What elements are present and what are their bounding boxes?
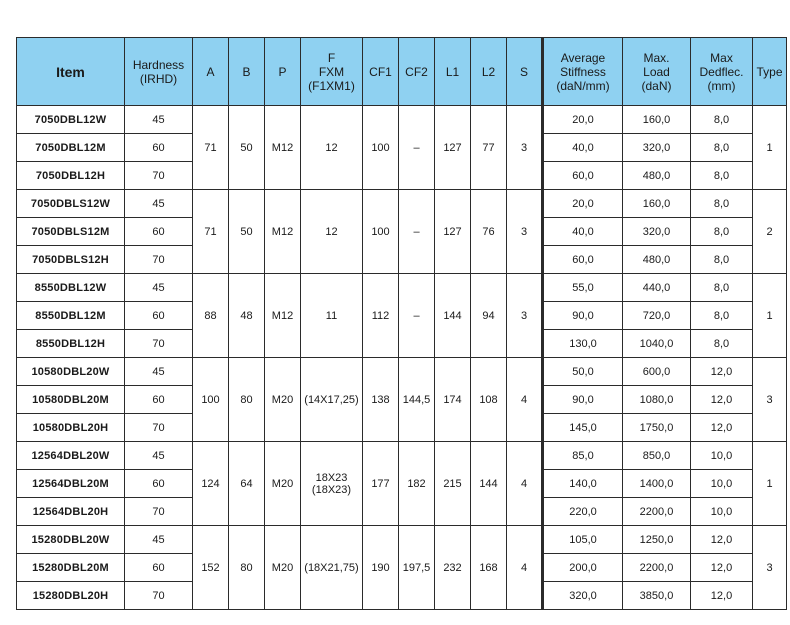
column-header-item: Item — [17, 38, 125, 106]
table-row — [17, 358, 787, 386]
l2-cell: 168 — [471, 526, 507, 610]
stiffness-cell: 60,0 — [543, 246, 623, 274]
item-cell: 8550DBL12H — [17, 330, 125, 358]
table-body — [17, 106, 787, 610]
hardness-cell: 45 — [125, 274, 193, 302]
max-load-cell: 720,0 — [623, 302, 691, 330]
item-cell: 12564DBL20H — [17, 498, 125, 526]
max-load-cell: 1080,0 — [623, 386, 691, 414]
s-cell: 3 — [507, 106, 543, 190]
max-load-cell: 1750,0 — [623, 414, 691, 442]
header-line: Stiffness — [560, 64, 606, 79]
max-deflection-cell: 8,0 — [691, 218, 753, 246]
type-cell: 1 — [753, 274, 787, 358]
a-cell: 100 — [193, 358, 229, 442]
stiffness-cell: 85,0 — [543, 442, 623, 470]
hardness-cell: 60 — [125, 470, 193, 498]
max-load-cell: 160,0 — [623, 106, 691, 134]
a-cell: 88 — [193, 274, 229, 358]
item-cell: 10580DBL20H — [17, 414, 125, 442]
specification-table — [16, 37, 787, 610]
hardness-cell: 45 — [125, 190, 193, 218]
cf1-cell: 112 — [363, 274, 399, 358]
header-line: (daN) — [641, 78, 672, 93]
b-cell: 48 — [229, 274, 265, 358]
table-row — [17, 190, 787, 218]
column-header-stiffness — [543, 38, 623, 106]
stiffness-cell: 50,0 — [543, 358, 623, 386]
b-cell: 50 — [229, 106, 265, 190]
b-cell: 80 — [229, 358, 265, 442]
item-cell: 12564DBL20M — [17, 470, 125, 498]
column-header-cf2: CF2 — [399, 38, 435, 106]
header-line: Average — [560, 50, 606, 65]
header-line: FXM — [318, 64, 345, 79]
f-cell: 12 — [301, 106, 363, 190]
a-cell: 152 — [193, 526, 229, 610]
max-deflection-cell: 8,0 — [691, 134, 753, 162]
max-load-cell: 320,0 — [623, 218, 691, 246]
hardness-cell: 60 — [125, 302, 193, 330]
item-cell: 15280DBL20M — [17, 554, 125, 582]
cf2-cell: 197,5 — [399, 526, 435, 610]
cf1-cell: 177 — [363, 442, 399, 526]
cf1-cell: 100 — [363, 190, 399, 274]
header-line: Max — [710, 50, 733, 65]
max-deflection-cell: 12,0 — [691, 358, 753, 386]
stiffness-cell: 130,0 — [543, 330, 623, 358]
l1-cell: 215 — [435, 442, 471, 526]
hardness-cell: 70 — [125, 330, 193, 358]
hardness-cell: 70 — [125, 162, 193, 190]
item-cell: 15280DBL20H — [17, 582, 125, 610]
stiffness-cell: 220,0 — [543, 498, 623, 526]
s-cell: 3 — [507, 190, 543, 274]
max-deflection-cell: 8,0 — [691, 246, 753, 274]
type-cell: 3 — [753, 526, 787, 610]
type-cell: 3 — [753, 358, 787, 442]
l1-cell: 232 — [435, 526, 471, 610]
item-cell: 7050DBL12H — [17, 162, 125, 190]
stiffness-cell: 200,0 — [543, 554, 623, 582]
l1-cell: 127 — [435, 190, 471, 274]
f-cell: 12 — [301, 190, 363, 274]
cf2-cell: – — [399, 106, 435, 190]
hardness-cell: 70 — [125, 582, 193, 610]
type-cell: 1 — [753, 442, 787, 526]
l1-cell: 174 — [435, 358, 471, 442]
p-cell: M20 — [265, 526, 301, 610]
type-cell: 2 — [753, 190, 787, 274]
max-deflection-cell: 12,0 — [691, 386, 753, 414]
column-header-a: A — [193, 38, 229, 106]
max-load-cell: 2200,0 — [623, 498, 691, 526]
column-header-l1: L1 — [435, 38, 471, 106]
hardness-cell: 70 — [125, 414, 193, 442]
column-header-s: S — [507, 38, 543, 106]
header-line: Load — [643, 64, 670, 79]
max-deflection-cell: 10,0 — [691, 442, 753, 470]
max-load-cell: 1040,0 — [623, 330, 691, 358]
item-cell: 10580DBL20M — [17, 386, 125, 414]
column-header-b: B — [229, 38, 265, 106]
column-header-type: Type — [753, 38, 787, 106]
max-load-cell: 320,0 — [623, 134, 691, 162]
l2-cell: 108 — [471, 358, 507, 442]
s-cell: 4 — [507, 358, 543, 442]
b-cell: 50 — [229, 190, 265, 274]
max-load-cell: 3850,0 — [623, 582, 691, 610]
cf1-cell: 138 — [363, 358, 399, 442]
hardness-cell: 45 — [125, 358, 193, 386]
l2-cell: 76 — [471, 190, 507, 274]
f-cell: (18X21,75) — [301, 526, 363, 610]
stiffness-cell: 320,0 — [543, 582, 623, 610]
l2-cell: 94 — [471, 274, 507, 358]
l2-cell: 144 — [471, 442, 507, 526]
stiffness-cell: 55,0 — [543, 274, 623, 302]
p-cell: M12 — [265, 274, 301, 358]
header-line: Hardness — [132, 57, 185, 72]
column-header-cf1: CF1 — [363, 38, 399, 106]
cf2-cell: 144,5 — [399, 358, 435, 442]
cf1-cell: 100 — [363, 106, 399, 190]
max-load-cell: 850,0 — [623, 442, 691, 470]
stiffness-cell: 90,0 — [543, 386, 623, 414]
header-line: (mm) — [707, 78, 736, 93]
p-cell: M12 — [265, 106, 301, 190]
hardness-cell: 60 — [125, 134, 193, 162]
max-load-cell: 600,0 — [623, 358, 691, 386]
cf2-cell: – — [399, 190, 435, 274]
a-cell: 71 — [193, 106, 229, 190]
hardness-cell: 45 — [125, 526, 193, 554]
max-deflection-cell: 8,0 — [691, 106, 753, 134]
item-cell: 7050DBLS12M — [17, 218, 125, 246]
table-row — [17, 274, 787, 302]
stiffness-cell: 60,0 — [543, 162, 623, 190]
stiffness-cell: 90,0 — [543, 302, 623, 330]
item-cell: 8550DBL12M — [17, 302, 125, 330]
max-deflection-cell: 8,0 — [691, 190, 753, 218]
a-cell: 71 — [193, 190, 229, 274]
b-cell: 80 — [229, 526, 265, 610]
column-header-hardness — [125, 38, 193, 106]
column-header-l2: L2 — [471, 38, 507, 106]
p-cell: M20 — [265, 442, 301, 526]
max-deflection-cell: 10,0 — [691, 470, 753, 498]
max-deflection-cell: 8,0 — [691, 330, 753, 358]
column-header-max-load — [623, 38, 691, 106]
l1-cell: 127 — [435, 106, 471, 190]
table-row — [17, 442, 787, 470]
max-deflection-cell: 10,0 — [691, 498, 753, 526]
item-cell: 12564DBL20W — [17, 442, 125, 470]
column-header-max-deflection — [691, 38, 753, 106]
max-load-cell: 160,0 — [623, 190, 691, 218]
f-cell: (14X17,25) — [301, 358, 363, 442]
max-deflection-cell: 12,0 — [691, 526, 753, 554]
table-header — [17, 38, 787, 106]
stiffness-cell: 20,0 — [543, 106, 623, 134]
table-row — [17, 526, 787, 554]
a-cell: 124 — [193, 442, 229, 526]
p-cell: M20 — [265, 358, 301, 442]
header-line: Max. — [643, 50, 670, 65]
item-cell: 8550DBL12W — [17, 274, 125, 302]
max-load-cell: 480,0 — [623, 246, 691, 274]
max-load-cell: 440,0 — [623, 274, 691, 302]
item-cell: 7050DBL12W — [17, 106, 125, 134]
header-line: F — [327, 50, 336, 65]
max-deflection-cell: 12,0 — [691, 554, 753, 582]
hardness-cell: 45 — [125, 442, 193, 470]
cf2-cell: – — [399, 274, 435, 358]
stiffness-cell: 105,0 — [543, 526, 623, 554]
hardness-cell: 60 — [125, 554, 193, 582]
cf1-cell: 190 — [363, 526, 399, 610]
max-deflection-cell: 8,0 — [691, 162, 753, 190]
max-deflection-cell: 8,0 — [691, 274, 753, 302]
max-load-cell: 2200,0 — [623, 554, 691, 582]
hardness-cell: 60 — [125, 218, 193, 246]
max-deflection-cell: 12,0 — [691, 582, 753, 610]
hardness-cell: 45 — [125, 106, 193, 134]
max-load-cell: 1400,0 — [623, 470, 691, 498]
s-cell: 4 — [507, 526, 543, 610]
stiffness-cell: 145,0 — [543, 414, 623, 442]
max-load-cell: 480,0 — [623, 162, 691, 190]
item-cell: 7050DBLS12W — [17, 190, 125, 218]
max-deflection-cell: 12,0 — [691, 414, 753, 442]
column-header-p: P — [265, 38, 301, 106]
f-cell: 18X23 (18X23) — [301, 442, 363, 526]
stiffness-cell: 40,0 — [543, 218, 623, 246]
header-line: (F1XM1) — [308, 78, 355, 93]
max-deflection-cell: 8,0 — [691, 302, 753, 330]
hardness-cell: 60 — [125, 386, 193, 414]
cf2-cell: 182 — [399, 442, 435, 526]
stiffness-cell: 140,0 — [543, 470, 623, 498]
l2-cell: 77 — [471, 106, 507, 190]
hardness-cell: 70 — [125, 498, 193, 526]
item-cell: 10580DBL20W — [17, 358, 125, 386]
b-cell: 64 — [229, 442, 265, 526]
l1-cell: 144 — [435, 274, 471, 358]
column-header-f — [301, 38, 363, 106]
max-load-cell: 1250,0 — [623, 526, 691, 554]
stiffness-cell: 40,0 — [543, 134, 623, 162]
item-cell: 15280DBL20W — [17, 526, 125, 554]
s-cell: 3 — [507, 274, 543, 358]
item-cell: 7050DBLS12H — [17, 246, 125, 274]
item-cell: 7050DBL12M — [17, 134, 125, 162]
hardness-cell: 70 — [125, 246, 193, 274]
f-cell: 11 — [301, 274, 363, 358]
s-cell: 4 — [507, 442, 543, 526]
p-cell: M12 — [265, 190, 301, 274]
header-line: Dedflec. — [699, 64, 744, 79]
header-line: (IRHD) — [139, 71, 178, 86]
type-cell: 1 — [753, 106, 787, 190]
table-row — [17, 106, 787, 134]
stiffness-cell: 20,0 — [543, 190, 623, 218]
header-line: (daN/mm) — [556, 78, 610, 93]
header-row — [17, 38, 787, 106]
